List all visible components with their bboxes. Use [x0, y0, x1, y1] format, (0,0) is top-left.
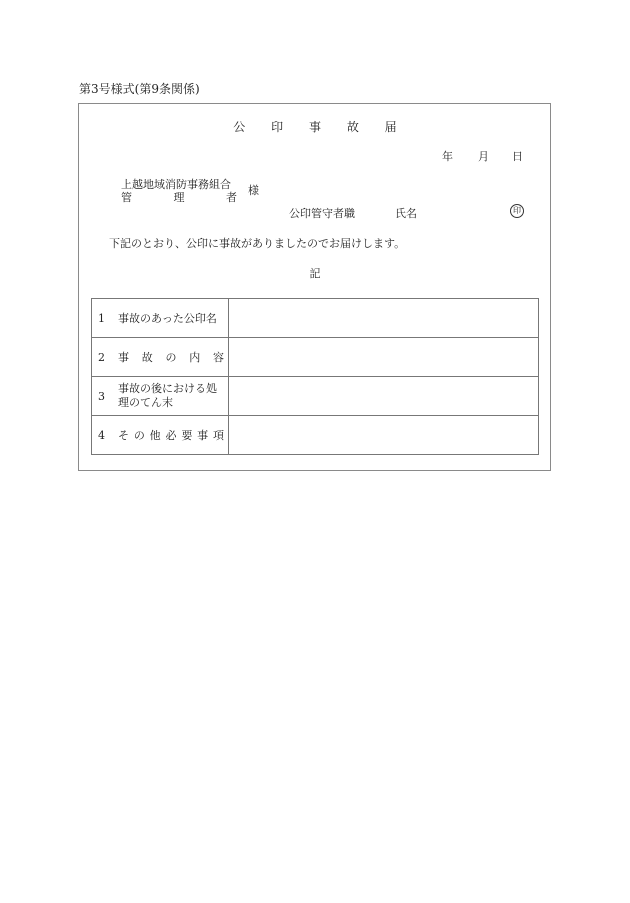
item-value-cell[interactable] — [229, 377, 539, 416]
date-day-label: 日 — [512, 150, 523, 163]
role-char: 理 — [173, 191, 185, 204]
honorific: 様 — [248, 184, 259, 197]
addressee-org: 上越地域消防事務組合 — [121, 178, 231, 191]
date-year-label: 年 — [442, 150, 453, 163]
seal-mark-icon: 印 — [510, 204, 524, 218]
item-value-cell[interactable] — [229, 299, 539, 338]
item-label-cell — [92, 416, 229, 455]
item-number: 1 — [98, 311, 105, 325]
item-label-cell — [92, 338, 229, 377]
item-number: 3 — [98, 389, 105, 403]
title-char: 届 — [384, 120, 397, 134]
form-number-label: 第3号様式(第9条関係) — [79, 82, 200, 96]
title-char: 公 — [233, 120, 246, 134]
date-month-label: 月 — [478, 150, 489, 163]
item-label: 事故のあった公印名 — [118, 312, 217, 325]
item-value-cell[interactable] — [229, 338, 539, 377]
form-title — [0, 118, 630, 135]
table-row — [92, 416, 539, 455]
table-row — [92, 299, 539, 338]
addressee-role — [121, 189, 237, 205]
item-number: 4 — [98, 428, 105, 442]
item-value-cell[interactable] — [229, 416, 539, 455]
item-label-cell — [92, 377, 229, 416]
role-char: 者 — [226, 191, 237, 204]
seal-keeper-position-label: 公印管守者職 — [289, 207, 355, 220]
table-row — [92, 338, 539, 377]
title-char: 事 — [308, 120, 321, 134]
item-label-cell — [92, 299, 229, 338]
body-text: 下記のとおり、公印に事故がありましたのでお届けします。 — [109, 237, 406, 250]
item-number: 2 — [98, 350, 105, 364]
item-label: そ の 他 必 要 事 項 — [118, 429, 224, 442]
table-row — [92, 377, 539, 416]
item-label: 事故の後における処 理のてん末 — [118, 382, 217, 409]
name-label: 氏名 — [395, 207, 417, 220]
title-char: 印 — [271, 120, 284, 134]
ki-heading: 記 — [309, 267, 321, 280]
item-label: 事 故 の 内 容 — [118, 351, 224, 364]
role-char: 管 — [121, 191, 132, 204]
items-table — [91, 298, 539, 455]
title-char: 故 — [346, 120, 359, 134]
